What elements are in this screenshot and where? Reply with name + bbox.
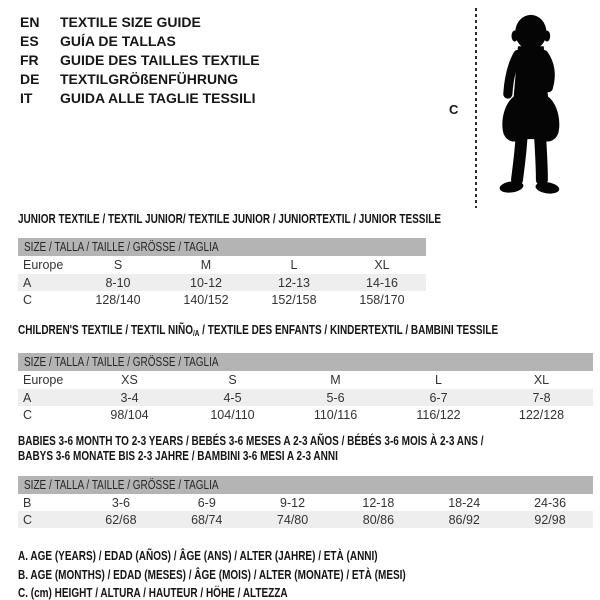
size-cell: 24-36 [534, 495, 567, 510]
row-label: Europe [23, 373, 64, 387]
size-cell: 12-18 [362, 495, 395, 510]
children-section-title: CHILDREN'S TEXTILE / TEXTIL $NIÑO_{/A}$ / TEXTILE DES ENFANTS / KINDERTEXTIL / BAMBINI TESSILE [18, 323, 499, 338]
junior-section-title: JUNIOR TEXTILE / TEXTIL JUNIOR/ TEXTILE JUNIOR / JUNIORTEXTIL / JUNIOR TESSILE [18, 212, 442, 226]
legend-line-b: B. AGE (MONTHS) / EDAD (MESES) / ÂGE (MOIS) / ALTER (MONATE) / ETÀ (MESI) [18, 567, 406, 582]
table-row [18, 371, 593, 389]
size-header-bar: SIZE / TALLA / TAILLE / GRÖSSE / TAGLIA [18, 238, 426, 256]
row-label: B [23, 495, 32, 510]
size-cell: L [290, 258, 298, 272]
language-code: IT [20, 89, 33, 106]
size-cell: 122/128 [518, 407, 565, 422]
size-cell: 80/86 [362, 512, 395, 527]
size-cell: 92/98 [534, 512, 566, 527]
size-cell: 68/74 [191, 512, 223, 527]
language-title: GUIDE DES TAILLES TEXTILE [60, 51, 260, 68]
junior-size-table [18, 238, 426, 308]
size-cell: 5-6 [326, 390, 345, 405]
babies-size-table [18, 476, 593, 528]
size-cell: 158/170 [359, 292, 405, 307]
size-cell: 10-12 [190, 275, 222, 290]
size-cell: L [435, 373, 442, 387]
size-cell: 86/92 [448, 512, 480, 527]
size-tables [18, 0, 593, 600]
table-row [18, 511, 593, 528]
legend-line-c: C. (cm) HEIGHT / ALTURA / HAUTEUR / HÖHE / ALTEZZA [18, 586, 288, 600]
height-measure-label: C [449, 102, 459, 117]
language-code: ES [20, 32, 39, 49]
size-cell: 6-7 [429, 390, 448, 405]
size-cell: 4-5 [223, 390, 242, 405]
row-label: A [23, 275, 32, 290]
size-cell: 9-12 [280, 495, 306, 510]
size-cell: 3-4 [120, 390, 139, 405]
size-header-bar: SIZE / TALLA / TAILLE / GRÖSSE / TAGLIA [18, 353, 593, 371]
children-size-table [18, 353, 593, 423]
size-cell: 116/122 [416, 407, 461, 422]
table-row [18, 389, 593, 406]
size-cell: 152/158 [271, 292, 317, 307]
size-cell: 12-13 [278, 275, 310, 290]
size-cell: M [330, 373, 341, 387]
size-cell: 110/116 [313, 407, 358, 422]
size-header-bar: SIZE / TALLA / TAILLE / GRÖSSE / TAGLIA [18, 476, 593, 494]
babies-section-title: BABIES 3-6 MONTH TO 2-3 YEARS / BEBÉS 3-6 MESES A 2-3 AÑOS / BÉBÉS 3-6 MOIS À 2-3 ANS / BABYS 3-6 MONATE BIS 2-3 JAHRE / BAMBINI 3-6 MESI A 2-3 ANNI [18, 434, 484, 463]
language-code: FR [20, 51, 39, 68]
language-code: DE [20, 70, 40, 87]
language-title: TEXTILE SIZE GUIDE [60, 13, 201, 30]
size-cell: 98/104 [110, 407, 149, 422]
size-cell: M [200, 258, 212, 272]
size-cell: 74/80 [276, 512, 309, 527]
size-cell: 6-9 [197, 495, 216, 510]
language-title: GUIDA ALLE TAGLIE TESSILI [60, 89, 256, 106]
measure-legend [18, 547, 593, 600]
row-label: Europe [23, 258, 64, 272]
size-cell: 128/140 [95, 292, 141, 307]
language-title: TEXTILGRÖßENFÜHRUNG [60, 70, 239, 87]
size-cell: 3-6 [111, 495, 130, 510]
language-code: EN [20, 13, 40, 30]
size-cell: XS [121, 373, 138, 387]
row-label: C [23, 407, 33, 422]
table-row [18, 494, 593, 511]
size-cell: 8-10 [105, 275, 131, 290]
language-title: GUÍA DE TALLAS [60, 32, 176, 49]
row-label: A [23, 390, 32, 405]
table-row [18, 274, 426, 291]
table-row [18, 406, 593, 423]
size-cell: S [113, 258, 123, 272]
size-cell: XL [533, 373, 550, 387]
size-cell: 7-8 [532, 390, 551, 405]
size-cell: 62/68 [105, 512, 137, 527]
row-label: C [23, 292, 33, 307]
legend-line-a: A. AGE (YEARS) / EDAD (AÑOS) / ÂGE (ANS) / ALTER (JAHRE) / ETÀ (ANNI) [18, 549, 378, 563]
table-row [18, 256, 426, 274]
size-cell: S [228, 373, 237, 387]
size-cell: XL [374, 258, 390, 272]
size-cell: 104/110 [210, 407, 255, 422]
table-row [18, 291, 426, 308]
size-cell: 14-16 [366, 275, 398, 290]
size-cell: 18-24 [448, 495, 481, 510]
row-label: C [23, 512, 33, 527]
size-cell: 140/152 [183, 292, 229, 307]
